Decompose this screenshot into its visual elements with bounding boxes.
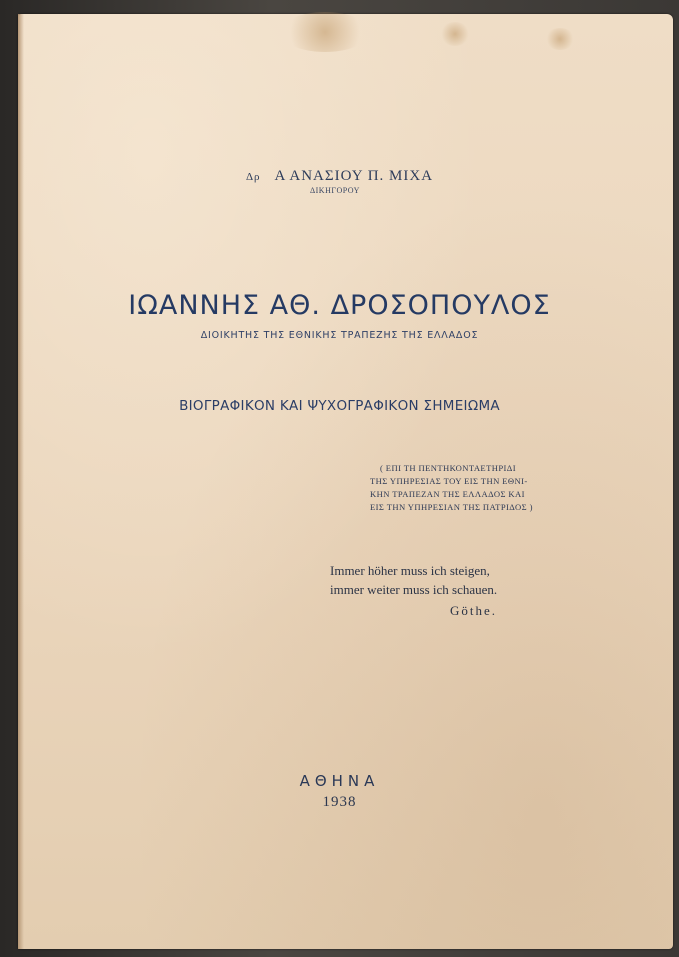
foxing-stain xyxy=(545,28,575,50)
epigraph-line: Immer höher muss ich steigen, xyxy=(330,563,490,578)
occasion-line: ΕΙΣ ΤΗΝ ΥΠΗΡΕΣΙΑΝ ΤΗΣ ΠΑΤΡΙΔΟΣ ) xyxy=(370,502,533,512)
epigraph xyxy=(330,561,497,620)
occasion-line: ΚΗΝ ΤΡΑΠΕΖΑΝ ΤΗΣ ΕΛΛΑΔΟΣ ΚΑΙ xyxy=(370,489,525,499)
author-line xyxy=(0,168,679,185)
epigraph-author: Göthe. xyxy=(450,603,498,618)
publication-city: ΑΘΗΝΑ xyxy=(299,772,380,790)
occasion-line: ( ΕΠΙ ΤΗ ΠΕΝΤΗΚΟΝΤΑΕΤΗΡΙΔΙ xyxy=(380,463,516,473)
occasion-note xyxy=(370,462,570,514)
author-title-prefix: Δρ xyxy=(245,171,261,183)
foxing-stain xyxy=(280,12,370,52)
epigraph-line: immer weiter muss ich schauen. xyxy=(330,582,498,597)
book-heading: ΒΙΟΓΡΑΦΙΚΟΝ ΚΑΙ ΨΥΧΟΓΡΑΦΙΚΟΝ ΣΗΜΕΙΩΜΑ xyxy=(179,398,500,414)
book-title: ΙΩΑΝΝΗΣ ΑΘ. ΔΡΟΣΟΠΟΥΛΟΣ xyxy=(128,290,551,321)
occasion-line: ΤΗΣ ΥΠΗΡΕΣΙΑΣ ΤΟΥ ΕΙΣ ΤΗΝ ΕΘΝΙ- xyxy=(370,476,528,486)
author-name: Α ΑΝΑΣΙΟΥ Π. ΜΙΧΑ xyxy=(274,168,434,184)
book-subtitle: ΔΙΟΙΚΗΤΗΣ ΤΗΣ ΕΘΝΙΚΗΣ ΤΡΑΠΕΖΗΣ ΤΗΣ ΕΛΛΑΔΟΣ xyxy=(200,330,479,341)
author-profession: ΔΙΚΗΓΟΡΟΥ xyxy=(310,186,360,195)
publication-year: 1938 xyxy=(322,794,357,810)
foxing-stain xyxy=(440,22,470,46)
